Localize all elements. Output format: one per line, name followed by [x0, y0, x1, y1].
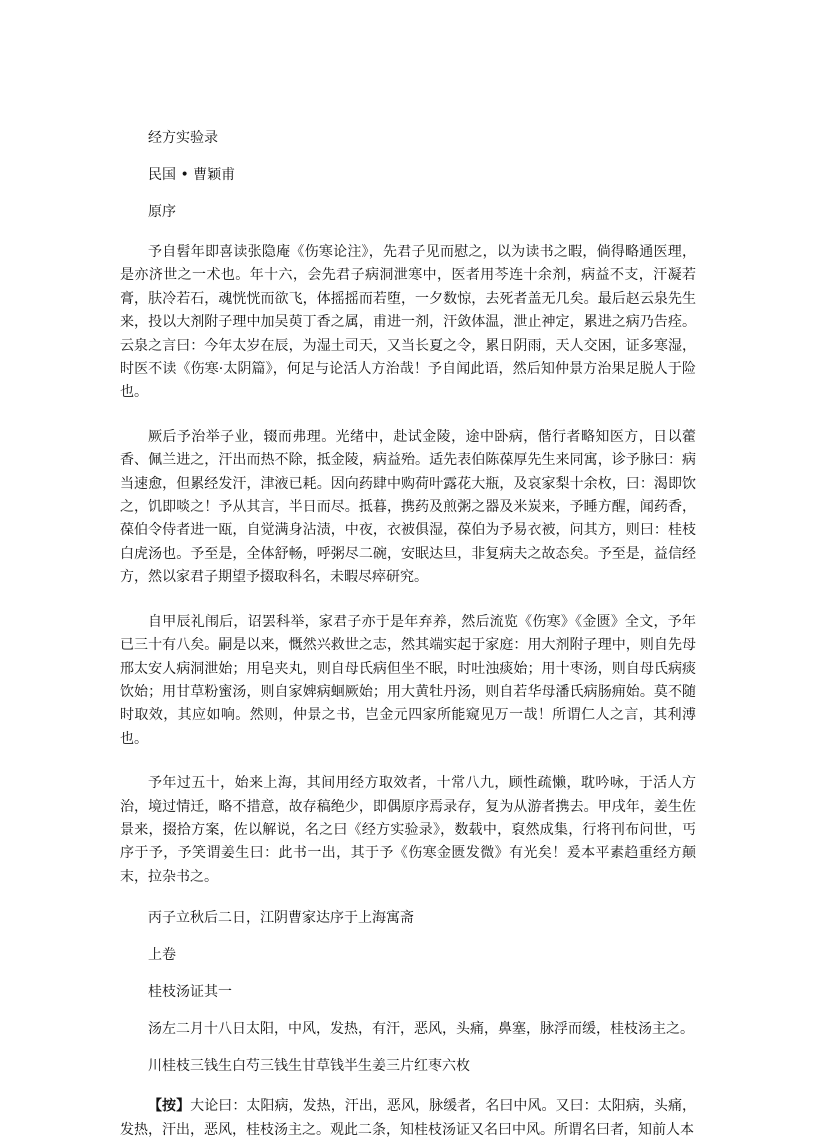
preface-dateline: 丙子立秋后二日，江阴曹家达序于上海寓斋 [148, 910, 414, 927]
preface-heading: 原序 [148, 204, 176, 220]
book-title: 经方实验录 [148, 130, 218, 146]
commentary-paragraph [120, 1095, 696, 1142]
book-author: 民国 • 曹颖甫 [148, 167, 236, 183]
preface-paragraph: 予自髫年即喜读张隐庵《伤寒论注》，先君子见而慰之，以为读书之暇，倘得略通医理，是亦济世之一术也。年十六，会先君子病洞泄寒中，医者用芩连十余剂，病益不支，汗凝若膏，肤冷若石，魂恍恍而欲飞，体摇摇而若堕，一夕数惊，去死者盖无几矣。最后赵云泉先生来，投以大剂附子理中加吴萸丁香之属，甫进一剂，汗敛体温，泄止神定，累进之病乃告痊。云泉之言曰：今年太岁在辰，为湿土司天，又当长夏之令，累日阴雨，天人交困，证多寒湿，时医不读《伤寒·太阴篇》，何足与论活人方治哉！予自闻此语，然后知仲景方治果足脱人于险也。 [120, 244, 696, 401]
prescription: 川桂枝三钱生白芍三钱生甘草钱半生姜三片红枣六枚 [148, 1058, 470, 1075]
preface-paragraph: 厥后予治举子业，辍而弗理。光绪中，赴试金陵，途中卧病，偕行者略知医方，日以藿香、佩兰进之，汗出而热不除，抵金陵，病益殆。适先表伯陈葆厚先生来同寓，诊予脉曰：病当速愈，但累经发汗，津液已耗。因向药肆中购荷叶露花大瓶，及哀家梨十余枚，曰：渴即饮之，饥即啖之！予从其言，半日而尽。抵暮，携药及煎粥之器及米炭来，予睡方醒，闻药香，葆伯令侍者进一瓯，自觉满身沾渍，中夜，衣被俱湿，葆伯为予易衣被，问其方，则曰：桂枝白虎汤也。予至是，全体舒畅，呼粥尽二碗，安眠达旦，非复病夫之故态矣。予至是，益信经方，然以家君子期望予掇取科名，未暇尽瘁研究。 [120, 428, 696, 586]
preface-paragraph: 自甲辰礼闱后，诏罢科举，家君子亦于是年弃养，然后流览《伤寒》《金匮》全文，予年已三十有八矣。嗣是以来，慨然兴救世之志，然其端实起于家庭：用大剂附子理中，则自先母邢太安人病洞泄始；用皂夹丸，则自母氏病但坐不眠，时吐浊痰始；用十枣汤，则自母氏病痰饮始；用甘草粉蜜汤，则自家婢病蛔厥始；用大黄牡丹汤，则自若华母潘氏病肠痈始。莫不随时取效，其应如响。然则，仲景之书，岂金元四家所能窥见万一哉！所谓仁人之言，其利溥也。 [120, 613, 696, 747]
volume-heading: 上卷 [148, 947, 176, 964]
document-body [120, 130, 696, 1142]
case-text: 汤左二月十八日太阳，中风，发热，有汗，恶风，头痛，鼻塞，脉浮而缓，桂枝汤主之。 [148, 1021, 694, 1038]
note-marker: 【按】 [148, 1098, 191, 1115]
preface-paragraph: 予年过五十，始来上海，其间用经方取效者，十常八九，顾性疏懒，耽吟咏，于活人方治，境过情迁，略不措意，故存稿绝少，即偶原序焉录存，复为从游者携去。甲戌年，姜生佐景来，掇拾方案，佐以解说，名之曰《经方实验录》，数载中，裒然成集，行将刊布问世，丐序于予，予笑谓姜生曰：此书一出，其于予《伤寒金匮发微》有光矣！爰本平素趋重经方颠末，拉杂书之。 [120, 775, 696, 885]
note-text: 大论曰：太阳病，发热，汗出，恶风，脉缓者，名曰中风。又曰：太阳病，头痛，发热，汗出，恶风，桂枝汤主之。观此二条，知桂枝汤证又名曰中风。所谓名曰者，知前人本 [120, 1098, 697, 1138]
section-title: 桂枝汤证其一 [148, 984, 232, 1001]
